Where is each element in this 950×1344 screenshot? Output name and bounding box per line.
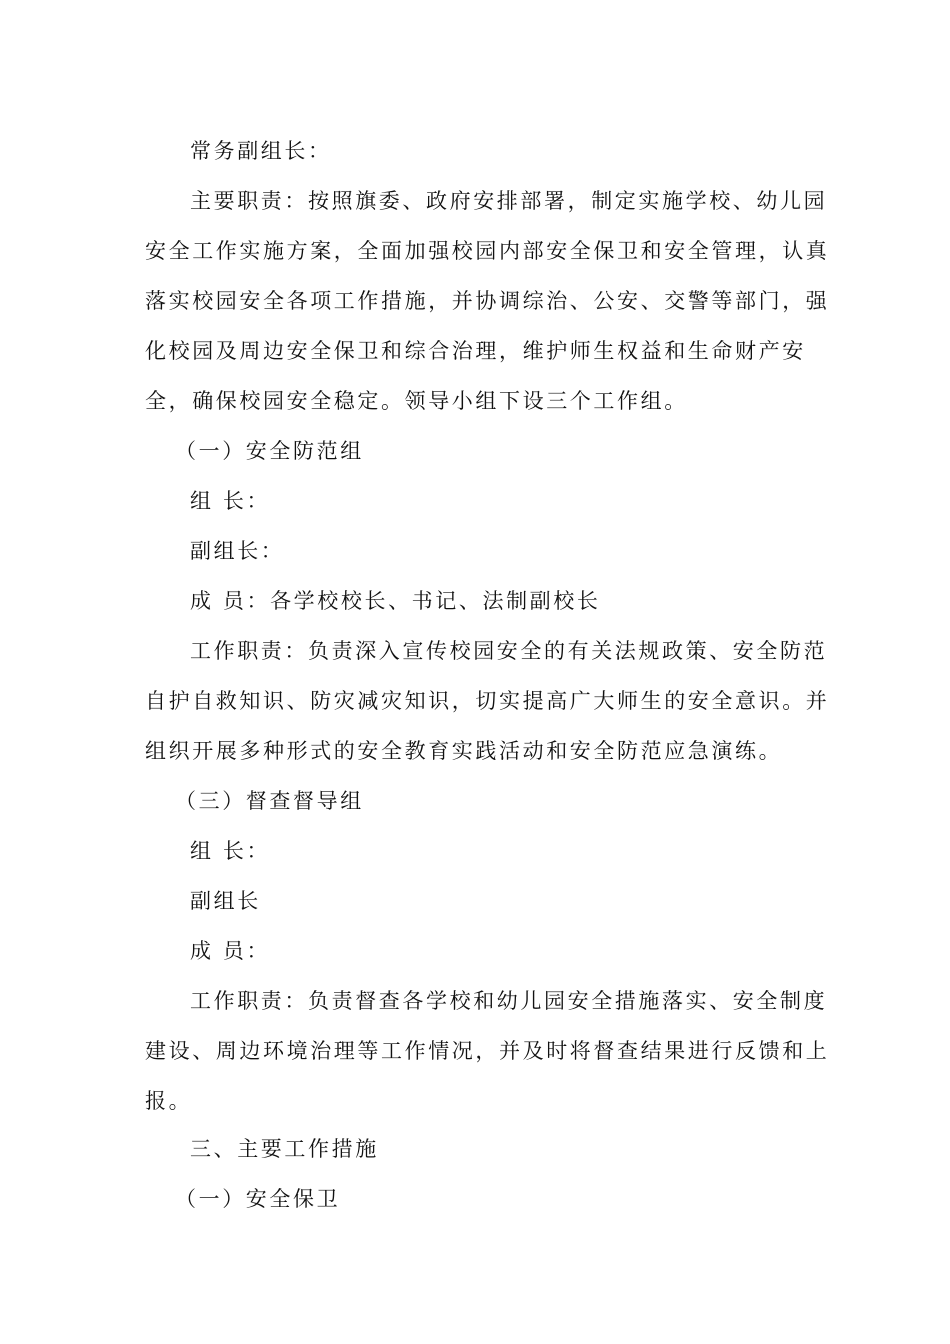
duties-paragraph-line: 自护自救知识、防灾减灾知识，切实提高广大师生的安全意识。并 xyxy=(145,689,830,713)
vice-leader-label: 常务副组长： xyxy=(190,139,332,163)
duties-paragraph-line: 报。 xyxy=(145,1089,193,1113)
section-heading: （一）安全防范组 xyxy=(175,439,364,463)
duties-paragraph-line: 主要职责：按照旗委、政府安排部署，制定实施学校、幼儿园 xyxy=(190,189,828,213)
duties-paragraph-line: 建设、周边环境治理等工作情况，并及时将督查结果进行反馈和上 xyxy=(145,1039,830,1063)
duties-paragraph-line: 组织开展多种形式的安全教育实践活动和安全防范应急演练。 xyxy=(145,739,783,763)
chapter-heading: 三、主要工作措施 xyxy=(190,1137,379,1161)
members-line: 成 员： xyxy=(190,939,271,963)
duties-paragraph-line: 化校园及周边安全保卫和综合治理，维护师生权益和生命财产安 xyxy=(145,339,806,363)
duties-paragraph-line: 工作职责：负责深入宣传校园安全的有关法规政策、安全防范 xyxy=(190,639,828,663)
duties-paragraph-line: 全，确保校园安全稳定。领导小组下设三个工作组。 xyxy=(145,389,688,413)
duties-paragraph-line: 工作职责：负责督查各学校和幼儿园安全措施落实、安全制度 xyxy=(190,989,828,1013)
vice-leader-label: 副组长： xyxy=(190,539,285,563)
duties-paragraph-line: 安全工作实施方案，全面加强校园内部安全保卫和安全管理，认真 xyxy=(145,239,830,263)
members-line: 成 员：各学校校长、书记、法制副校长 xyxy=(190,589,601,613)
group-leader-label: 组 长： xyxy=(190,489,271,513)
section-heading: （一）安全保卫 xyxy=(175,1187,341,1211)
vice-leader-label: 副组长 xyxy=(190,889,261,913)
duties-paragraph-line: 落实校园安全各项工作措施，并协调综治、公安、交警等部门，强 xyxy=(145,289,830,313)
group-leader-label: 组 长： xyxy=(190,839,271,863)
section-heading: （三）督查督导组 xyxy=(175,789,364,813)
